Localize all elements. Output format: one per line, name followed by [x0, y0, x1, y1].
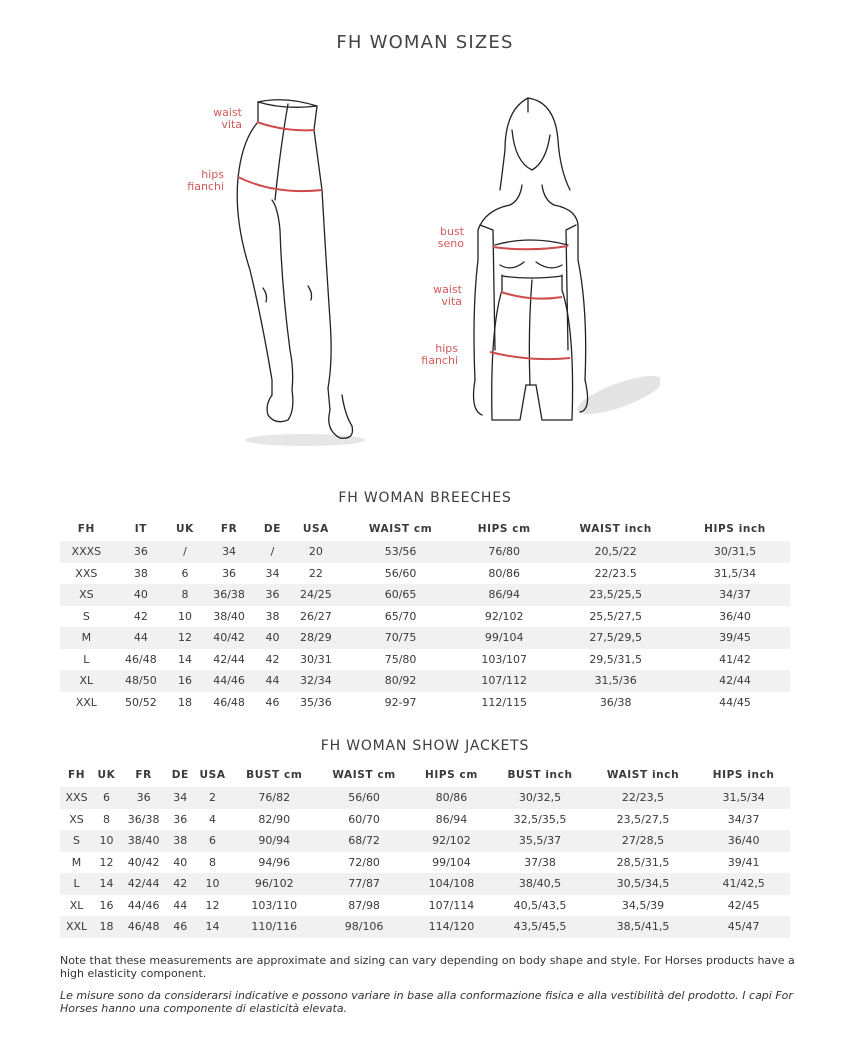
- table-cell: 28,5/31,5: [616, 855, 670, 869]
- table-cell: 31,5/34: [697, 787, 790, 809]
- table-cell: 42: [265, 652, 280, 666]
- column-header: WAIST cm: [332, 769, 396, 781]
- table-cell: 38: [265, 609, 280, 623]
- table-cell: 38/40: [120, 830, 168, 852]
- table-cell: 56/60: [384, 566, 417, 580]
- table-cell: 114/120: [412, 916, 491, 938]
- jacket-bust-label: bust seno: [437, 225, 464, 250]
- table-cell: 36/38: [599, 695, 632, 709]
- table-row: [60, 670, 790, 692]
- table-cell: 80/92: [344, 670, 457, 692]
- table-row: [60, 563, 790, 585]
- table-cell: 68/72: [316, 830, 411, 852]
- table-cell: 40: [113, 584, 169, 606]
- table-row: [60, 895, 790, 917]
- table-cell: 65/70: [384, 609, 417, 623]
- jacket-waist-label: waist vita: [433, 283, 462, 308]
- table-cell: 42/44: [680, 670, 790, 692]
- table-cell: XXXS: [60, 541, 113, 563]
- note-italian: Le misure sono da considerarsi indicative e possono variare in base alla conformazione fisica e alla vestibilità del prodotto. I capi For Horses hanno una componente di elasticità elevata.: [60, 989, 793, 1015]
- table-row: [60, 649, 790, 671]
- table-cell: 6: [93, 787, 120, 809]
- table-cell: 10: [93, 830, 120, 852]
- table-cell: 53/56: [344, 541, 457, 563]
- table-cell: 96/102: [232, 873, 316, 895]
- table-cell: 27/28,5: [589, 830, 697, 852]
- table-cell: 22/23.5: [594, 566, 637, 580]
- table-cell: 45/47: [697, 916, 790, 938]
- table-cell: 39/45: [680, 627, 790, 649]
- table-cell: 103/107: [481, 652, 528, 666]
- column-header: WAIST inch: [606, 769, 680, 781]
- table-cell: XL: [60, 670, 113, 692]
- table-cell: 103/110: [251, 898, 298, 912]
- table-cell: 39/41: [727, 855, 760, 869]
- table-cell: 56/60: [316, 787, 411, 809]
- table-cell: 6: [193, 830, 232, 852]
- table-row: [60, 627, 790, 649]
- table-cell: M: [60, 627, 113, 649]
- table-cell: 12: [99, 855, 114, 869]
- table-cell: M: [71, 855, 82, 869]
- column-header: HIPS cm: [477, 523, 531, 535]
- table-cell: 48/50: [113, 670, 169, 692]
- table-cell: 12: [205, 898, 220, 912]
- table-cell: XXL: [75, 695, 97, 709]
- column-header: BUST inch: [507, 769, 573, 781]
- table-header-row: [60, 763, 790, 787]
- table-cell: 40/42: [127, 855, 160, 869]
- table-cell: XXS: [60, 787, 93, 809]
- column-header: FH: [77, 523, 95, 535]
- table-cell: L: [60, 873, 93, 895]
- table-cell: 36/40: [719, 609, 751, 623]
- table-cell: 60/65: [344, 584, 457, 606]
- table-cell: 23,5/25,5: [551, 584, 680, 606]
- table-cell: 26/27: [300, 609, 332, 623]
- breeches-table-body: [60, 541, 790, 713]
- table-row: [60, 809, 790, 831]
- table-cell: 42/44: [213, 652, 245, 666]
- table-cell: 92-97: [384, 695, 417, 709]
- table-cell: 38: [167, 830, 193, 852]
- table-row: [60, 916, 790, 938]
- table-cell: 36: [222, 566, 237, 580]
- table-cell: XL: [69, 898, 84, 912]
- breeches-section-title: FH WOMAN BREECHES: [338, 490, 512, 506]
- table-cell: XS: [60, 584, 113, 606]
- table-cell: 8: [102, 812, 110, 826]
- breeches-size-table: [60, 517, 790, 713]
- table-cell: 28/29: [288, 627, 344, 649]
- table-cell: 10: [177, 609, 192, 623]
- table-cell: 40: [257, 627, 287, 649]
- table-cell: 37/38: [524, 855, 556, 869]
- table-cell: S: [82, 609, 90, 623]
- column-header: FR: [220, 523, 238, 535]
- note-english: Note that these measurements are approximate and sizing can vary depending on body shape and style. For Horses products have a high elasticity component.: [60, 954, 795, 980]
- table-cell: 87/98: [348, 898, 380, 912]
- table-row: [60, 606, 790, 628]
- table-cell: 104/108: [412, 873, 491, 895]
- table-cell: /: [257, 541, 287, 563]
- table-cell: 34/37: [680, 584, 790, 606]
- breeches-hips-label: hips fianchi: [187, 168, 224, 193]
- table-cell: 94/96: [258, 855, 291, 869]
- table-cell: 30,5/34,5: [589, 873, 697, 895]
- table-cell: 10: [193, 873, 232, 895]
- column-header: IT: [134, 523, 147, 535]
- table-cell: 40: [173, 855, 188, 869]
- column-header: WAIST inch: [579, 523, 652, 535]
- table-cell: 32,5/35,5: [513, 812, 567, 826]
- breeches-waist-label: waist vita: [213, 106, 242, 131]
- table-cell: 80/86: [412, 787, 491, 809]
- column-header: DE: [171, 769, 189, 781]
- jacket-figure-illustration: [460, 90, 660, 450]
- table-cell: 14: [177, 652, 192, 666]
- table-cell: 41/42,5: [697, 873, 790, 895]
- table-row: [60, 787, 790, 809]
- table-cell: 36: [257, 584, 287, 606]
- table-cell: 46/48: [120, 916, 168, 938]
- table-cell: 38: [133, 566, 148, 580]
- table-cell: /: [169, 541, 201, 563]
- table-cell: 38,5/41,5: [589, 916, 697, 938]
- column-header: HIPS inch: [712, 769, 775, 781]
- table-cell: 23,5/27,5: [616, 812, 670, 826]
- table-cell: 30/31,5: [680, 541, 790, 563]
- jackets-table-body: [60, 787, 790, 938]
- table-cell: 25,5/27,5: [589, 609, 643, 623]
- table-cell: XXL: [60, 916, 93, 938]
- page-title: FH WOMAN SIZES: [336, 32, 514, 53]
- table-cell: XXS: [75, 566, 98, 580]
- table-cell: 86/94: [457, 584, 551, 606]
- table-cell: 46: [265, 695, 280, 709]
- table-cell: 18: [93, 916, 120, 938]
- table-cell: 98/106: [316, 916, 411, 938]
- table-cell: 36: [173, 812, 188, 826]
- column-header: UK: [176, 523, 194, 535]
- table-cell: 22: [308, 566, 323, 580]
- table-cell: 46/48: [213, 695, 245, 709]
- table-cell: 90/94: [232, 830, 316, 852]
- measurement-illustrations: [0, 85, 850, 455]
- table-cell: 36: [120, 787, 168, 809]
- table-cell: 110/116: [232, 916, 316, 938]
- column-header: BUST cm: [246, 769, 303, 781]
- table-cell: 38/40,5: [491, 873, 589, 895]
- table-cell: 112/115: [481, 695, 528, 709]
- table-cell: 44: [113, 627, 169, 649]
- table-cell: 38/40: [213, 609, 245, 623]
- table-cell: 77/87: [316, 873, 411, 895]
- table-cell: 30/31: [300, 652, 332, 666]
- table-cell: 2: [193, 787, 232, 809]
- table-cell: 44: [257, 670, 287, 692]
- table-cell: 8: [209, 855, 217, 869]
- table-cell: 44/45: [719, 695, 751, 709]
- table-cell: 76/82: [232, 787, 316, 809]
- table-cell: 34: [265, 566, 280, 580]
- table-cell: 36/40: [697, 830, 790, 852]
- table-cell: 32/34: [288, 670, 344, 692]
- table-cell: 44/46: [201, 670, 257, 692]
- table-cell: 22/23,5: [589, 787, 697, 809]
- table-cell: 44: [173, 898, 188, 912]
- table-row: [60, 852, 790, 874]
- table-cell: 16: [99, 898, 114, 912]
- jackets-size-table: [60, 763, 790, 938]
- table-cell: 14: [193, 916, 232, 938]
- table-cell: 41/42: [719, 652, 751, 666]
- column-header: HIPS cm: [424, 769, 478, 781]
- table-cell: 75/80: [384, 652, 417, 666]
- table-cell: 46: [167, 916, 193, 938]
- table-cell: 34: [201, 541, 257, 563]
- table-cell: 20,5/22: [551, 541, 680, 563]
- table-cell: L: [83, 652, 90, 666]
- table-row: [60, 584, 790, 606]
- jackets-section-title: FH WOMAN SHOW JACKETS: [320, 738, 530, 754]
- column-header: USA: [302, 523, 329, 535]
- table-cell: 42: [167, 873, 193, 895]
- table-cell: 36/38: [127, 812, 160, 826]
- table-cell: 43,5/45,5: [491, 916, 589, 938]
- table-row: [60, 692, 790, 714]
- table-cell: 50/52: [125, 695, 157, 709]
- table-cell: 80/86: [488, 566, 521, 580]
- table-cell: 36: [113, 541, 169, 563]
- table-cell: 42/44: [120, 873, 168, 895]
- table-cell: 34,5/39: [621, 898, 665, 912]
- table-cell: 42/45: [727, 898, 760, 912]
- table-cell: 92/102: [412, 830, 491, 852]
- breeches-figure-illustration: [180, 90, 380, 450]
- table-cell: 92/102: [484, 609, 524, 623]
- table-cell: S: [60, 830, 93, 852]
- table-row: [60, 541, 790, 563]
- table-cell: 70/75: [344, 627, 457, 649]
- table-cell: 46/48: [125, 652, 157, 666]
- table-cell: 8: [169, 584, 201, 606]
- table-row: [60, 830, 790, 852]
- table-cell: 44/46: [127, 898, 160, 912]
- column-header: FH: [67, 769, 86, 781]
- column-header: USA: [199, 769, 226, 781]
- table-cell: 6: [181, 566, 189, 580]
- table-cell: 107/112: [457, 670, 551, 692]
- table-cell: 31,5/36: [551, 670, 680, 692]
- table-cell: 99/104: [457, 627, 551, 649]
- table-cell: 24/25: [288, 584, 344, 606]
- table-cell: 29,5/31,5: [589, 652, 643, 666]
- column-header: FR: [135, 769, 152, 781]
- table-cell: 31,5/34: [713, 566, 757, 580]
- table-cell: 34: [167, 787, 193, 809]
- table-cell: 99/104: [432, 855, 471, 869]
- table-cell: 12: [169, 627, 201, 649]
- table-cell: 60/70: [348, 812, 380, 826]
- table-cell: 20: [288, 541, 344, 563]
- table-cell: 16: [169, 670, 201, 692]
- table-cell: XS: [69, 812, 84, 826]
- column-header: WAIST cm: [368, 523, 433, 535]
- table-cell: 34/37: [727, 812, 760, 826]
- table-cell: 4: [209, 812, 217, 826]
- table-cell: 86/94: [435, 812, 468, 826]
- table-cell: 107/114: [428, 898, 475, 912]
- table-cell: 36/38: [201, 584, 257, 606]
- jacket-hips-label: hips fianchi: [421, 342, 458, 367]
- table-cell: 82/90: [258, 812, 291, 826]
- table-cell: 30/32,5: [491, 787, 589, 809]
- table-cell: 35,5/37: [491, 830, 589, 852]
- table-cell: 14: [93, 873, 120, 895]
- table-row: [60, 873, 790, 895]
- table-cell: 27,5/29,5: [551, 627, 680, 649]
- table-cell: 72/80: [348, 855, 380, 869]
- table-cell: 40,5/43,5: [513, 898, 567, 912]
- table-header-row: [60, 517, 790, 541]
- table-cell: 76/80: [457, 541, 551, 563]
- table-cell: 35/36: [300, 695, 332, 709]
- column-header: DE: [263, 523, 282, 535]
- table-cell: 42: [133, 609, 148, 623]
- column-header: UK: [97, 769, 116, 781]
- table-cell: 40/42: [201, 627, 257, 649]
- column-header: HIPS inch: [704, 523, 766, 535]
- table-cell: 18: [177, 695, 192, 709]
